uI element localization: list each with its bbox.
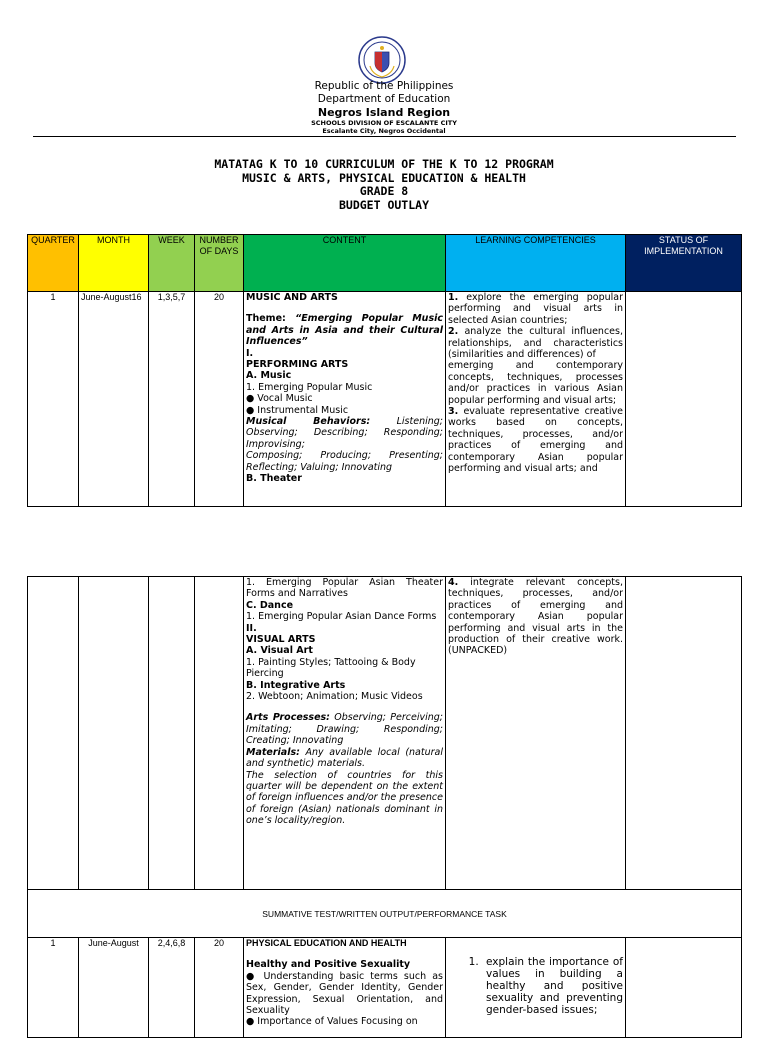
materials-text: Any available local (natural and synthetic) materials. <box>246 746 443 770</box>
week-cell: 1,3,5,7 <box>149 292 195 507</box>
title-line-1: MATATAG K TO 10 CURRICULUM OF THE K TO 12 PROGRAM <box>214 157 554 171</box>
behaviors-label: Musical Behaviors: <box>246 416 371 428</box>
content-line: A. Music <box>246 370 292 382</box>
table-row <box>28 292 742 507</box>
col-month: MONTH <box>79 235 149 292</box>
content-line: A. Visual Art <box>246 645 313 657</box>
theme-label: Theme: <box>246 313 296 325</box>
title-line-3: GRADE 8 <box>359 184 409 198</box>
content-line: ● Vocal Music <box>246 393 313 405</box>
content-line: The selection of countries for this quarter will be dependent on the extent of foreign influences and/or the presence of foreign (Asian) nationals dominant in one’s locality/region. <box>246 769 443 827</box>
title-line-2: MUSIC & ARTS, PHYSICAL EDUCATION & HEALTH <box>242 170 526 185</box>
document-title <box>0 158 768 212</box>
table-row <box>28 577 742 890</box>
competency-text: analyze the cultural influences, relationships, and characteristics (similarities and differences) of <box>448 326 623 361</box>
content-line: ● Importance of Values Focusing on <box>246 1016 418 1028</box>
content-line: C. Dance <box>246 599 294 611</box>
table-row <box>28 938 742 1038</box>
city-line: Escalante City, Negros Occidental <box>322 127 446 135</box>
competency-number: 3. <box>448 406 459 418</box>
budget-table-part-2 <box>27 576 742 1038</box>
status-cell <box>626 577 742 890</box>
competency-text: emerging and contemporary concepts, techniques, processes and/or practices in various Asian popular performing and visual arts; <box>448 360 623 406</box>
budget-table-part-1 <box>27 234 742 507</box>
competencies-cell <box>446 292 626 507</box>
status-cell <box>626 938 742 1038</box>
processes-text: Observing; Perceiving; Imitating; Drawing; Responding; Creating; Innovating <box>246 712 443 747</box>
content-line: 1. Emerging Popular Asian Dance Forms <box>246 611 437 623</box>
content-line: PERFORMING ARTS <box>246 359 349 371</box>
table-header-row <box>28 235 742 292</box>
content-line: 1. Emerging Popular Asian Theater Forms and Narratives <box>246 577 443 600</box>
competency-item: 1. explain the importance of values in building a healthy and positive sexuality and preventing gender-based issues; <box>482 956 623 1016</box>
content-line: 1. Painting Styles; Tattooing & Body Piercing <box>246 656 416 680</box>
republic-line: Republic of the Philippines <box>314 80 454 92</box>
competency-list <box>448 956 623 1016</box>
week-cell <box>149 577 195 890</box>
header-divider <box>33 136 736 137</box>
competency-text: evaluate representative creative works based on concepts, techniques, processes, and/or practices of emerging and contemporary Asian popular performing and visual arts; and <box>448 406 623 475</box>
week-cell: 2,4,6,8 <box>149 938 195 1038</box>
content-cell <box>244 577 446 890</box>
division-line: SCHOOLS DIVISION OF ESCALANTE CITY <box>311 119 457 127</box>
content-line: VISUAL ARTS <box>246 634 316 646</box>
content-line: B. Integrative Arts <box>246 679 346 691</box>
content-line: Healthy and Positive Sexuality <box>246 959 411 971</box>
competency-text: integrate relevant concepts, techniques, processes, and/or practices of emerging and contemporary Asian popular performing and visual arts in the production of their creative work. (UNPACKED) <box>448 577 623 657</box>
competency-number: 2. <box>448 326 459 338</box>
col-competencies: LEARNING COMPETENCIES <box>446 235 626 292</box>
content-line: B. Theater <box>246 473 302 485</box>
materials-label: Materials: <box>246 746 300 758</box>
content-line: ● Instrumental Music <box>246 404 349 416</box>
content-line: MUSIC AND ARTS <box>246 292 338 303</box>
status-cell <box>626 292 742 507</box>
title-line-4: BUDGET OUTLAY <box>338 197 429 212</box>
competencies-cell <box>446 577 626 890</box>
competency-number: 1. <box>448 292 459 303</box>
competency-text: explore the emerging popular performing and visual arts in selected Asian countries; <box>448 292 623 326</box>
content-line: I. <box>246 347 254 359</box>
month-cell: June-August <box>79 938 149 1038</box>
col-quarter: QUARTER <box>28 235 79 292</box>
quarter-cell: 1 <box>28 938 79 1038</box>
processes-label: Arts Processes: <box>246 712 330 724</box>
col-week: WEEK <box>149 235 195 292</box>
content-line: ● Understanding basic terms such as Sex, Gender, Gender Identity, Gender Expression, Sexual Orientation, and Sexuality <box>246 970 443 1017</box>
behaviors-text: Listening; Observing; Describing; Responding; Improvising; <box>246 416 443 450</box>
letterhead <box>0 80 768 135</box>
theme-text: “Emerging Popular Music and Arts in Asia and their Cultural Influences” <box>246 313 443 348</box>
department-line: Department of Education <box>317 93 451 105</box>
days-cell: 20 <box>195 938 244 1038</box>
content-cell <box>244 938 446 1038</box>
competencies-cell <box>446 938 626 1038</box>
region-line: Negros Island Region <box>317 106 451 119</box>
content-line: II. <box>246 622 257 634</box>
col-days: NUMBER OF DAYS <box>195 235 244 292</box>
content-line: 2. Webtoon; Animation; Music Videos <box>246 691 423 703</box>
days-cell: 20 <box>195 292 244 507</box>
summative-row <box>28 890 742 938</box>
month-cell: June-August16 <box>79 292 149 507</box>
competency-number: 4. <box>448 577 459 588</box>
deped-seal-icon <box>358 36 406 84</box>
col-content: CONTENT <box>244 235 446 292</box>
days-cell <box>195 577 244 890</box>
content-cell <box>244 292 446 507</box>
quarter-cell: 1 <box>28 292 79 507</box>
month-cell <box>79 577 149 890</box>
content-line: PHYSICAL EDUCATION AND HEALTH <box>246 938 407 948</box>
content-line: Composing; Producing; Presenting; Reflecting; Valuing; Innovating <box>246 450 443 473</box>
summative-cell: SUMMATIVE TEST/WRITTEN OUTPUT/PERFORMANCE TASK <box>28 890 742 938</box>
quarter-cell <box>28 577 79 890</box>
col-status: STATUS OF IMPLEMENTATION <box>626 235 742 292</box>
content-line: 1. Emerging Popular Music <box>246 381 373 393</box>
